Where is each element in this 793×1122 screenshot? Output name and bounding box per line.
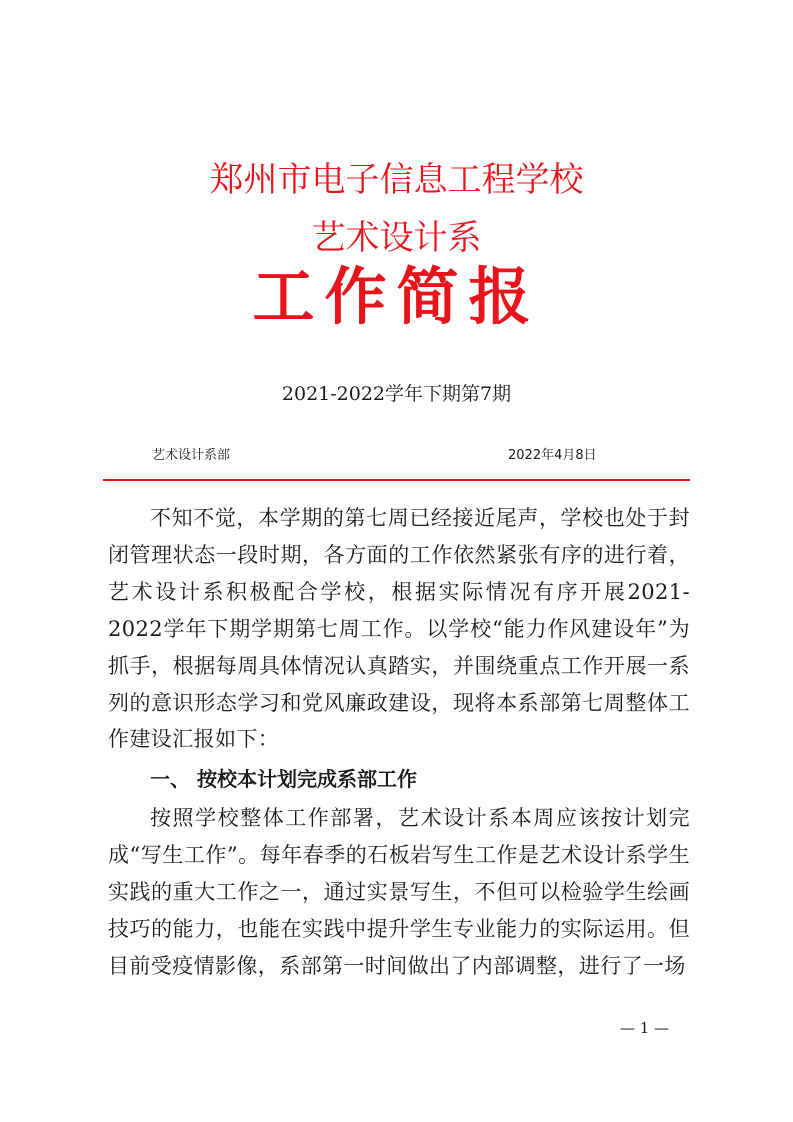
section-heading-1: 一、 按校本计划完成系部工作 xyxy=(150,767,417,791)
intro-paragraph: 不知不觉，本学期的第七周已经接近尾声，学校也处于封闭管理状态一段时期，各方面的工作依然紧张有序的进行着，艺术设计系积极配合学校，根据实际情况有序开展2021-2022学年下期学期第七周工作。以学校“能力作风建设年”为抓手，根据每周具体情况认真踏实，并围绕重点工作开展一系列的意识形态学习和党风廉政建设，现将本系部第七周整体工作建设汇报如下： xyxy=(108,506,690,752)
department-name: 艺术设计系 xyxy=(311,218,482,258)
report-title: 工作简报 xyxy=(252,260,541,333)
page-number: — 1 — xyxy=(620,1019,670,1037)
section-1-paragraph: 按照学校整体工作部署，艺术设计系本周应该按计划完成“写生工作”。每年春季的石板岩写生工作是艺术设计系学生实践的重大工作之一，通过实景写生，不但可以检验学生绘画技巧的能力，也能在实践中提升学生专业能力的实际运用。但目前受疫情影像，系部第一时间做出了内部调整，进行了一场 xyxy=(108,806,690,978)
header-divider xyxy=(103,479,690,481)
issue-number: 2021-2022学年下期第7期 xyxy=(281,383,512,405)
school-name: 郑州市电子信息工程学校 xyxy=(209,160,584,200)
issuer-department: 艺术设计系部 xyxy=(152,448,231,463)
issue-date: 2022年4月8日 xyxy=(508,448,597,463)
